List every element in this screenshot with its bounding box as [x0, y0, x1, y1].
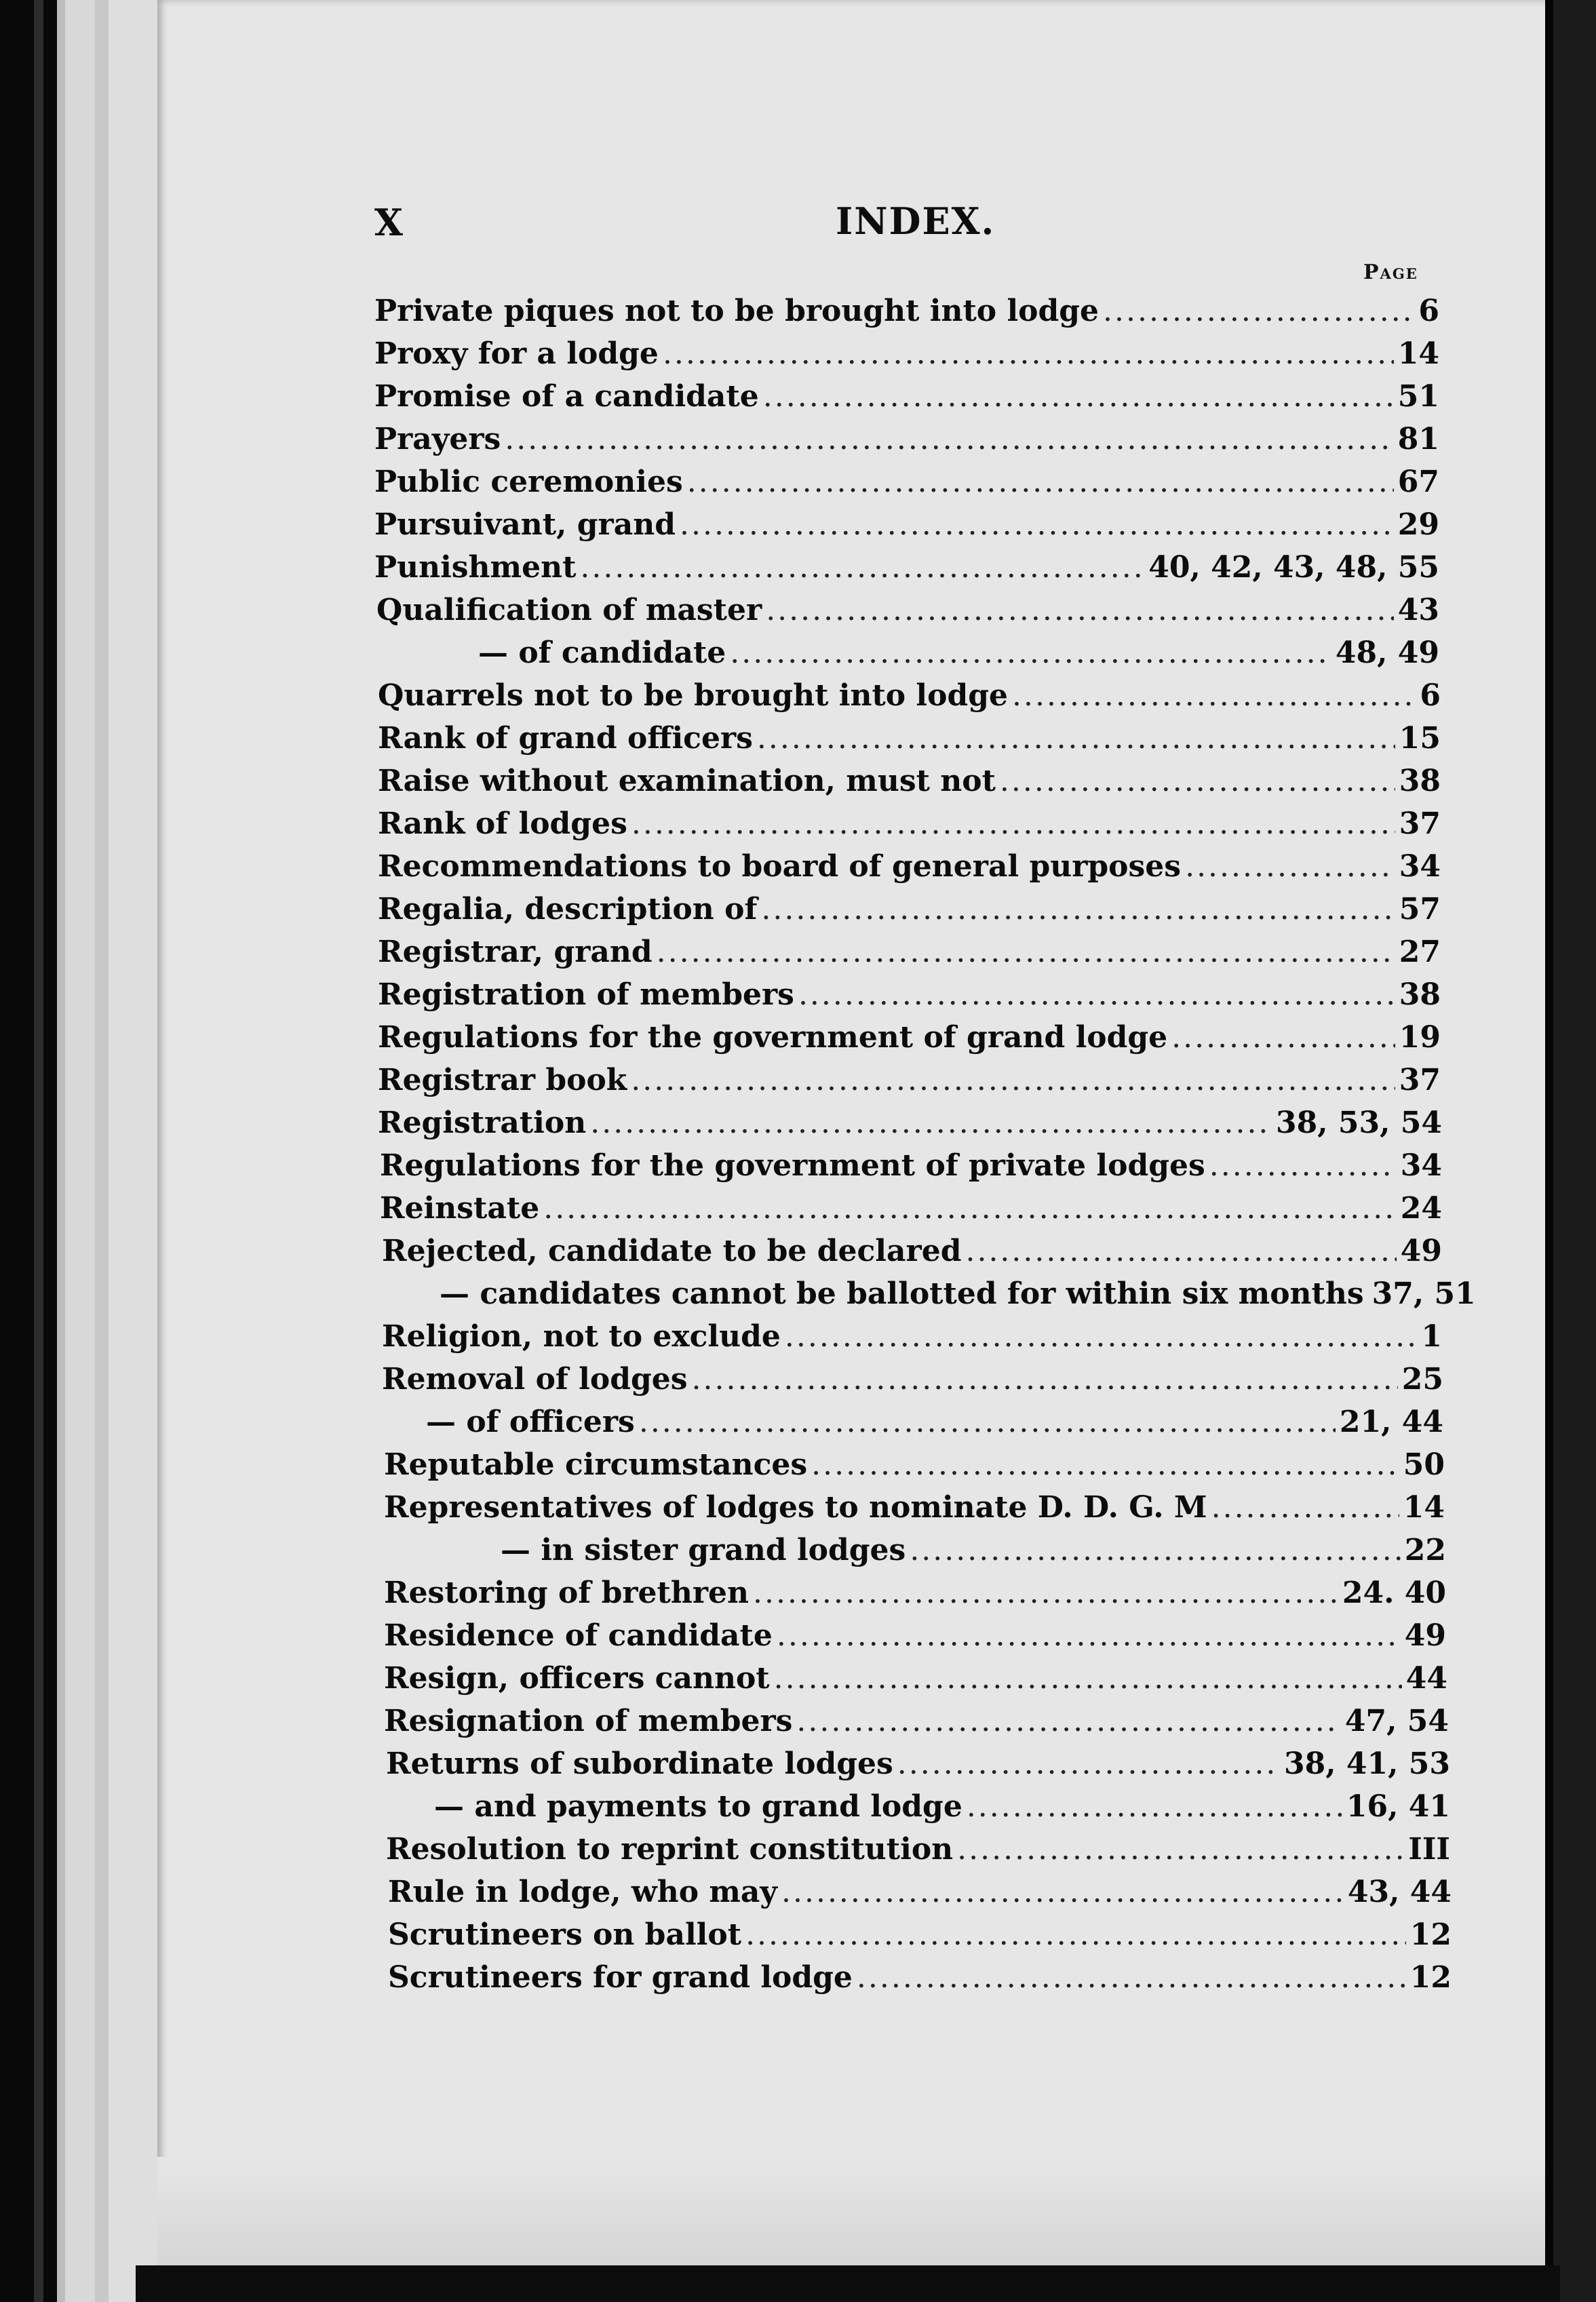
index-entry-label: Resolution to reprint constitution [386, 1832, 954, 1867]
dot-leader [1103, 292, 1414, 331]
index-entry-label: Returns of subordinate lodges [386, 1747, 893, 1781]
index-entry-label: — of officers [426, 1405, 635, 1439]
index-entry-pages: 12 [1409, 1917, 1452, 1952]
index-entry [374, 377, 1439, 416]
dot-leader [543, 1189, 1397, 1228]
index-entry [374, 292, 1439, 331]
index-entry-label: Regulations for the government of grand lodge [378, 1020, 1168, 1055]
index-entry [384, 1445, 1445, 1485]
index-entry-pages: 16, 41 [1346, 1789, 1450, 1824]
index-entry [378, 762, 1441, 801]
index-entry-label: Rank of grand officers [378, 721, 753, 756]
dot-leader [857, 1958, 1406, 1997]
index-entry-pages: 29 [1397, 507, 1439, 542]
index-entry-label: Scrutineers on ballot [388, 1917, 742, 1952]
index-entry-label: Registration [378, 1106, 587, 1140]
index-entry-label: Representatives of lodges to nominate D. D. G. M [384, 1490, 1207, 1525]
page-column-heading: Page [1363, 260, 1418, 284]
index-entry-label: Public ceremonies [374, 465, 683, 499]
index-entry-label: — and payments to grand lodge [434, 1789, 962, 1824]
index-entry-pages: 22 [1404, 1533, 1446, 1567]
index-entry-pages: 47, 54 [1344, 1704, 1449, 1738]
index-entry-label: Religion, not to exclude [382, 1319, 781, 1354]
index-entry-label: Qualification of master [376, 593, 762, 627]
dot-leader [639, 1403, 1336, 1442]
index-entry-label: Promise of a candidate [374, 379, 759, 414]
dot-leader [753, 1574, 1338, 1613]
dot-leader [774, 1659, 1402, 1698]
dot-leader [663, 334, 1394, 374]
index-entry-label: Removal of lodges [382, 1362, 688, 1397]
index-entry-pages: 67 [1397, 465, 1439, 499]
index-entry-pages: 48, 49 [1335, 636, 1439, 670]
index-entry-label: Scrutineers for grand lodge [388, 1960, 853, 1995]
index-entry-pages: 34 [1400, 1148, 1442, 1183]
dot-leader [1000, 762, 1395, 801]
dot-leader [811, 1445, 1399, 1485]
index-entry-pages: 14 [1403, 1490, 1445, 1525]
index-entry-pages: 38 [1399, 977, 1441, 1012]
index-entry [384, 1488, 1445, 1527]
page-bottom-edge [136, 2265, 1560, 2302]
index-entry-pages: 14 [1397, 336, 1439, 371]
dot-leader [967, 1787, 1342, 1827]
dot-leader [1012, 676, 1416, 716]
index-entry [440, 1274, 1476, 1314]
index-entry [378, 975, 1441, 1015]
index-entry-label: Recommendations to board of general purposes [378, 849, 1182, 884]
index-entry-pages: 6 [1418, 294, 1439, 328]
page-right-edge [1545, 0, 1553, 2302]
dot-leader [777, 1616, 1401, 1656]
dot-leader [781, 1873, 1344, 1912]
dot-leader [1185, 847, 1395, 886]
index-entry [380, 1146, 1442, 1186]
dot-leader [745, 1915, 1406, 1955]
index-entry [374, 334, 1439, 374]
dot-leader [763, 377, 1394, 416]
index-entry [384, 1702, 1449, 1741]
index-entry-pages: 34 [1399, 849, 1441, 884]
dot-leader [631, 804, 1395, 844]
index-entry-pages: 15 [1399, 721, 1441, 756]
index-entry [378, 804, 1441, 844]
index-entry [378, 933, 1441, 972]
dot-leader [897, 1744, 1280, 1784]
index-entry-label: Regulations for the government of private lodges [380, 1148, 1205, 1183]
dot-leader [1209, 1146, 1397, 1186]
dot-leader [965, 1232, 1396, 1271]
dot-leader [657, 933, 1395, 972]
index-entry-pages: III [1408, 1832, 1450, 1867]
index-entry [378, 890, 1441, 929]
index-entry-pages: 57 [1399, 892, 1441, 926]
index-entry-pages: 38, 41, 53 [1284, 1747, 1450, 1781]
index-entry-pages: 40, 42, 43, 48, 55 [1148, 550, 1439, 585]
index-entry [388, 1873, 1452, 1912]
dot-leader [680, 505, 1394, 545]
index-entry [382, 1317, 1442, 1357]
index-entry-label: Rank of lodges [378, 806, 627, 841]
index-entry [426, 1403, 1443, 1442]
index-entry-pages: 50 [1403, 1447, 1445, 1482]
page-title: INDEX. [836, 199, 996, 243]
index-entry-label: Rule in lodge, who may [388, 1875, 777, 1909]
dot-leader [796, 1702, 1340, 1741]
index-entry-label: Quarrels not to be brought into lodge [378, 678, 1009, 713]
index-entry-label: Reputable circumstances [384, 1447, 808, 1482]
dot-leader [910, 1531, 1400, 1570]
index-entry [374, 463, 1439, 502]
book-page-edges [0, 0, 176, 2302]
dot-leader [580, 548, 1144, 587]
index-entry [376, 591, 1439, 630]
index-entry-label: — candidates cannot be ballotted for within six months [440, 1276, 1364, 1311]
index-entry-pages: 51 [1397, 379, 1439, 414]
index-entry [374, 548, 1439, 587]
index-entry-label: — of candidate [478, 636, 726, 670]
index-entry-label: Prayers [374, 422, 501, 456]
dot-leader [761, 890, 1395, 929]
index-entry [378, 1061, 1441, 1100]
index-entry [384, 1574, 1446, 1613]
index-entry [478, 633, 1439, 673]
index-entry [380, 1189, 1442, 1228]
page-number: X [374, 201, 403, 244]
index-entry-label: Registrar, grand [378, 935, 653, 969]
index-entry-label: Registrar book [378, 1063, 627, 1097]
index-entry-label: Regalia, description of [378, 892, 758, 926]
index-entry-pages: 24. 40 [1342, 1576, 1446, 1610]
dot-leader [785, 1317, 1417, 1357]
index-entry-pages: 81 [1397, 422, 1439, 456]
index-entry-pages: 37 [1399, 806, 1441, 841]
index-entry-pages: 49 [1400, 1234, 1442, 1268]
index-entry [382, 1232, 1442, 1271]
index-entry-pages: 19 [1399, 1020, 1441, 1055]
index-entry [388, 1958, 1452, 1997]
dot-leader [590, 1104, 1272, 1143]
index-entry-label: Pursuivant, grand [374, 507, 676, 542]
index-entry-pages: 1 [1421, 1319, 1442, 1354]
index-entry-label: Registration of members [378, 977, 794, 1012]
dot-leader [1171, 1018, 1395, 1057]
index-entry [382, 1360, 1443, 1399]
index-entry-pages: 37 [1399, 1063, 1441, 1097]
dot-leader [730, 633, 1331, 673]
index-entry [378, 1018, 1441, 1057]
index-entry-label: Punishment [374, 550, 577, 585]
index-entry-label: Residence of candidate [384, 1618, 773, 1653]
index-entry [434, 1787, 1450, 1827]
index-entry-pages: 37, 51 [1371, 1276, 1476, 1311]
index-entry-label: Proxy for a lodge [374, 336, 659, 371]
index-entry-label: Resignation of members [384, 1704, 793, 1738]
index-entry-label: Restoring of brethren [384, 1576, 749, 1610]
index-entry [386, 1744, 1450, 1784]
index-entry-label: Raise without examination, must not [378, 764, 996, 798]
index-entry [378, 719, 1441, 758]
index-entry [374, 420, 1439, 459]
index-entry [386, 1830, 1450, 1869]
index-entry [378, 1104, 1442, 1143]
dot-leader [687, 463, 1394, 502]
index-entry [378, 847, 1441, 886]
dot-leader [1211, 1488, 1399, 1527]
index-entry-pages: 27 [1399, 935, 1441, 969]
page-lower-area [157, 2157, 1549, 2265]
index-entry-pages: 12 [1409, 1960, 1452, 1995]
index-entry-pages: 24 [1400, 1191, 1442, 1226]
dot-leader [757, 719, 1395, 758]
dot-leader [798, 975, 1395, 1015]
index-entry-pages: 38, 53, 54 [1276, 1106, 1442, 1140]
dot-leader [505, 420, 1393, 459]
dot-leader [766, 591, 1394, 630]
index-entry [384, 1659, 1447, 1698]
index-entry-label: Private piques not to be brought into lodge [374, 294, 1099, 328]
index-entry [388, 1915, 1452, 1955]
index-entry-label: Reinstate [380, 1191, 540, 1226]
index-entry-label: Rejected, candidate to be declared [382, 1234, 962, 1268]
index-entry-pages: 43, 44 [1347, 1875, 1452, 1909]
index-entry-pages: 38 [1399, 764, 1441, 798]
index-entry-pages: 43 [1397, 593, 1439, 627]
index-entry [501, 1531, 1446, 1570]
index-entry [384, 1616, 1446, 1656]
index-entry-label: Resign, officers cannot [384, 1661, 770, 1696]
index-entry-pages: 44 [1405, 1661, 1447, 1696]
index-entry-pages: 25 [1401, 1362, 1443, 1397]
index-entry [374, 505, 1439, 545]
dot-leader [631, 1061, 1395, 1100]
index-entry-pages: 49 [1404, 1618, 1446, 1653]
index-entry [378, 676, 1441, 716]
dot-leader [957, 1830, 1404, 1869]
index-entry-label: — in sister grand lodges [501, 1533, 906, 1567]
index-entry-pages: 6 [1420, 678, 1441, 713]
index-entry-pages: 21, 44 [1339, 1405, 1443, 1439]
dot-leader [692, 1360, 1398, 1399]
